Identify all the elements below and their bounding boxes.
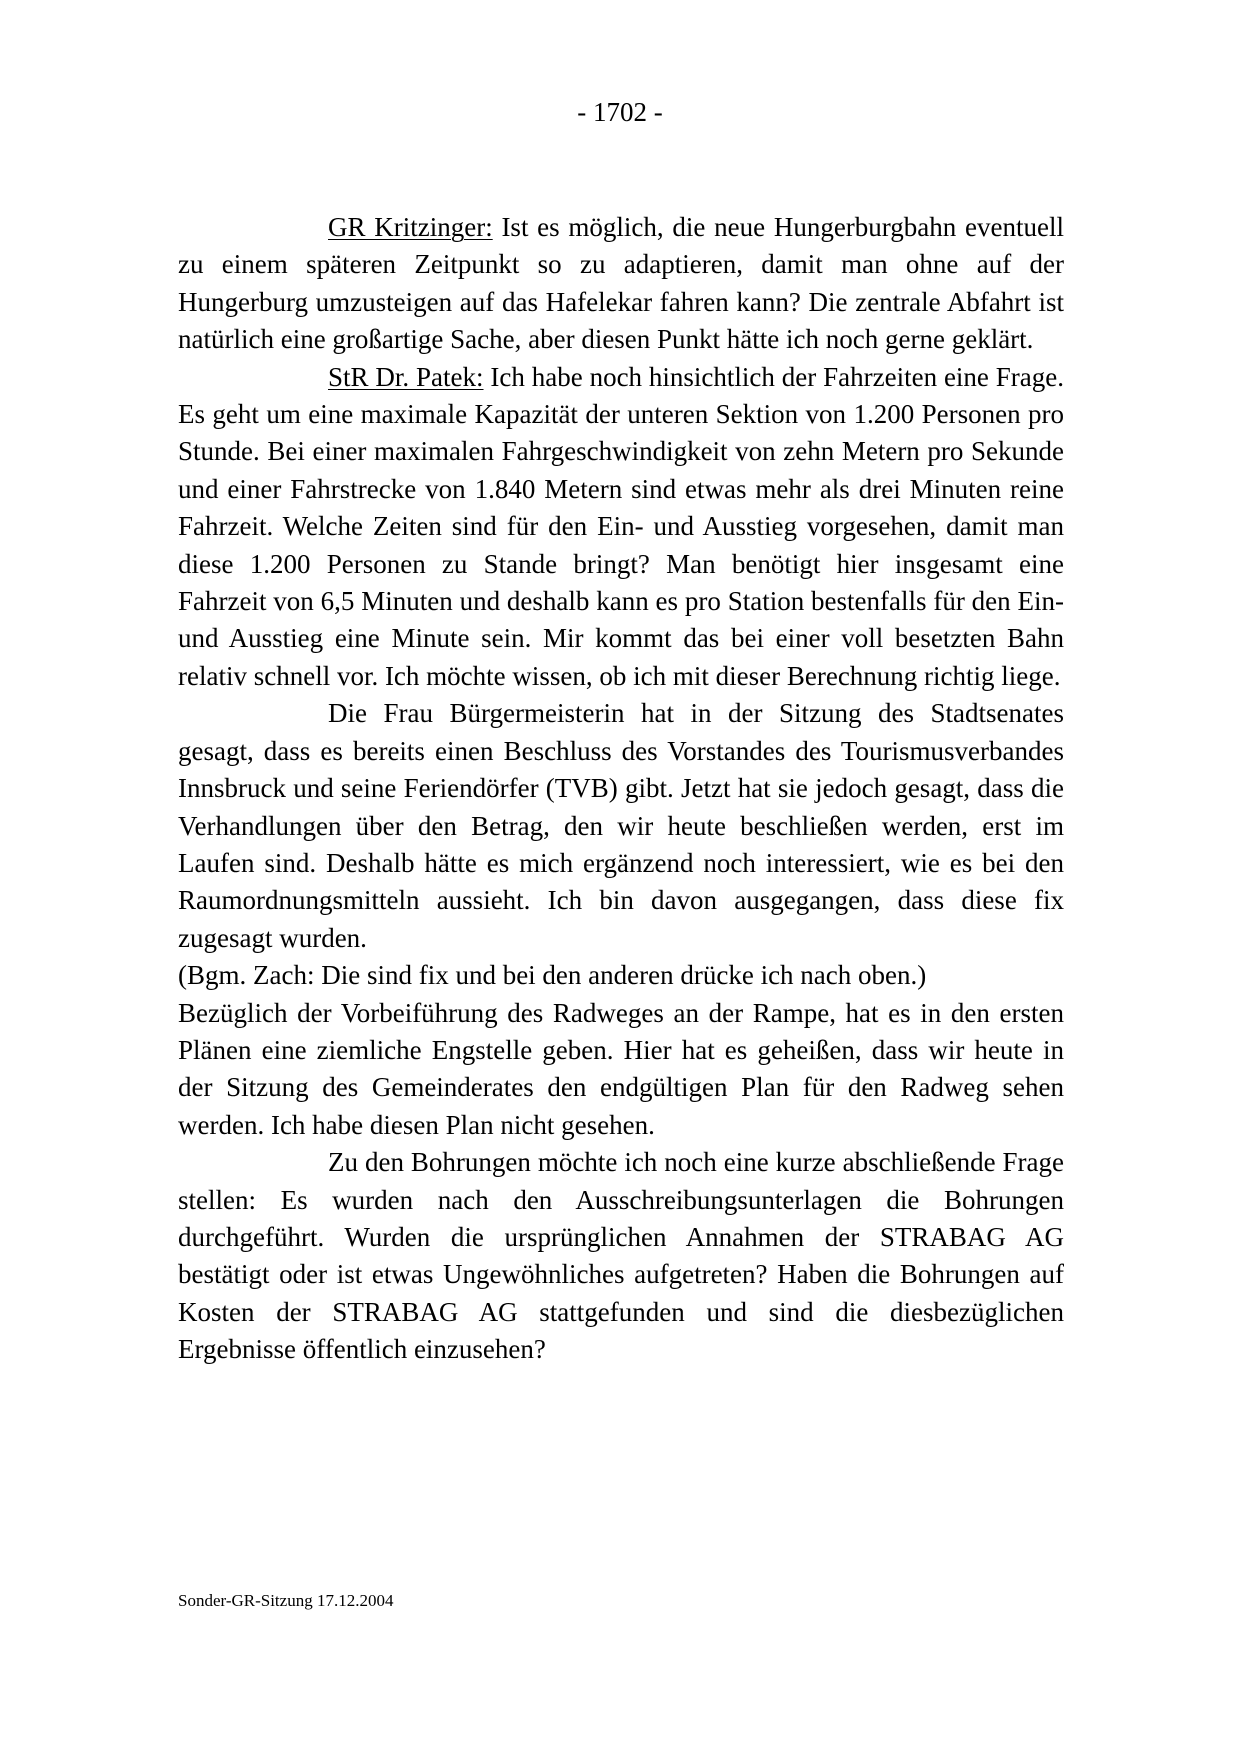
- paragraph-bohrungen: Zu den Bohrungen möchte ich noch eine kurze abschließende Frage stellen: Es wurden nach den Ausschreibungsunterlagen die Bohrungen durchgeführt. Wurden die ursprünglichen Annahmen der STRABAG AG bestätigt oder ist etwas Ungewöhnliches aufgetreten? Haben die Bohrungen auf Kosten der STRABAG AG stattgefunden und sind die diesbezüglichen Ergebnisse öffentlich einzusehen?: [178, 1147, 1064, 1365]
- paragraph-patek: [178, 359, 1064, 696]
- paragraph-text: Ich habe noch hinsichtlich der Fahrzeiten eine Frage. Es geht um eine maximale Kapazität der unteren Sektion von 1.200 Personen pro Stunde. Bei einer maximalen Fahrgeschwindigkeit von zehn Metern pro Sekunde und einer Fahrstrecke von 1.840 Metern sind etwas mehr als drei Minuten reine Fahrzeit. Welche Zeiten sind für den Ein- und Ausstieg vorgesehen, damit man diese 1.200 Personen zu Stande bringt? Man benötigt hier insgesamt eine Fahrzeit von 6,5 Minuten und deshalb kann es pro Station bestenfalls für den Ein- und Ausstieg eine Minute sein. Mir kommt das bei einer voll besetzten Bahn relativ schnell vor. Ich möchte wissen, ob ich mit dieser Berechnung richtig liege.: [178, 361, 1065, 691]
- paragraph-interjection: (Bgm. Zach: Die sind fix und bei den anderen drücke ich nach oben.): [178, 960, 927, 991]
- paragraph-buergermeisterin: Die Frau Bürgermeisterin hat in der Sitzung des Stadtsenates gesagt, dass es bereits einen Beschluss des Vorstandes des Tourismusverbandes Innsbruck und seine Feriendörfer (TVB) gibt. Jetzt hat sie jedoch gesagt, dass die Verhandlungen über den Betrag, den wir heute beschließen werden, erst im Laufen sind. Deshalb hätte es mich ergänzend noch interessiert, wie es bei den Raumordnungsmitteln aussieht. Ich bin davon ausgegangen, dass diese fix zugesagt wurden.: [178, 698, 1064, 953]
- speaker-name: StR Dr. Patek:: [328, 361, 484, 392]
- footer-text: Sonder-GR-Sitzung 17.12.2004: [178, 1591, 394, 1610]
- page-number: - 1702 -: [577, 97, 663, 127]
- paragraph-kritzinger: [178, 209, 1064, 359]
- paragraph-radweg: Bezüglich der Vorbeiführung des Radweges an der Rampe, hat es in den ersten Plänen eine ziemliche Engstelle geben. Hier hat es geheißen, dass wir heute in der Sitzung des Gemeinderates den endgültigen Plan für den Radweg sehen werden. Ich habe diesen Plan nicht gesehen.: [178, 997, 1064, 1140]
- document-body: [178, 209, 1064, 1369]
- speaker-name: GR Kritzinger:: [328, 212, 493, 242]
- paragraph-text: Ist es möglich, die neue Hungerburgbahn eventuell zu einem späteren Zeitpunkt so zu adaptieren, damit man ohne auf der Hungerburg umzusteigen auf das Hafelekar fahren kann? Die zentrale Abfahrt ist natürlich eine großartige Sache, aber diesen Punkt hätte ich noch gerne geklärt.: [178, 212, 1064, 355]
